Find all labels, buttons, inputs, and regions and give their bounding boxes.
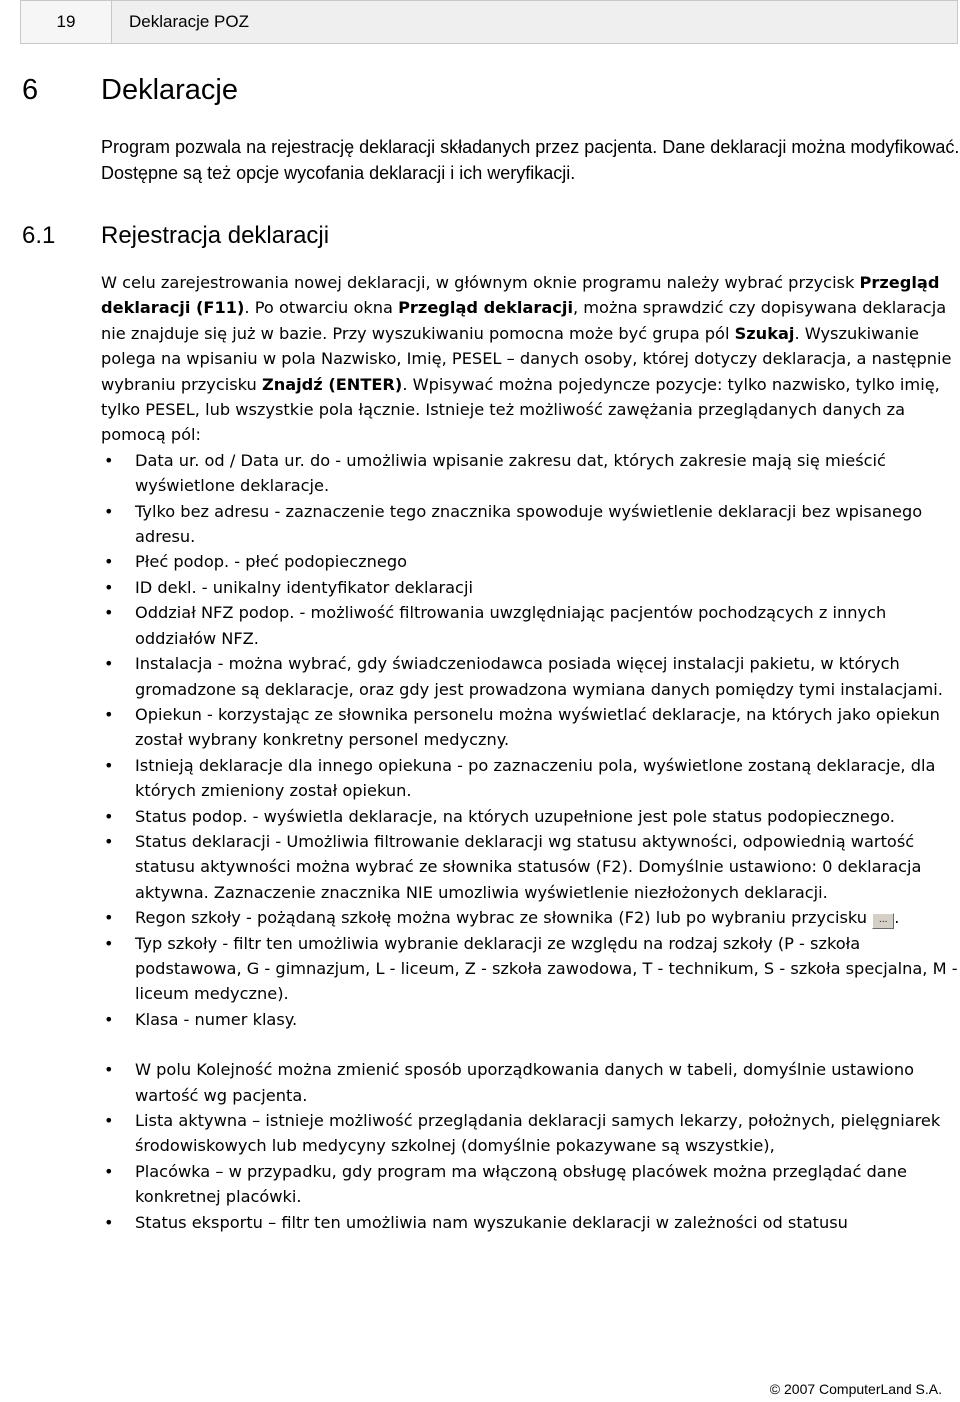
list-item: • Klasa - numer klasy. — [101, 1007, 960, 1032]
bold-term-przeglad-f11: Przegląd deklaracji (F11) — [101, 273, 940, 318]
list-item: • Oddział NFZ podop. - możliwość filtrowania uwzględniając pacjentów pochodzących z innych oddziałów NFZ. — [101, 600, 960, 651]
text-segment: . Wpisywać można pojedyncze pozycje: tylko nazwisko, tylko imię, tylko PESEL, lub wszystkie pola łącznie. Istnieje też możliwość zawężania przeglądanych danych za pomocą pól: — [101, 374, 940, 445]
text-segment: . Wyszukiwanie polega na wpisaniu w pola Nazwisko, Imię, PESEL – danych osoby, której dotyczy deklaracja, a następnie wybraniu przycisku — [101, 323, 952, 394]
list-item: • ID dekl. - unikalny identyfikator deklaracji — [101, 575, 960, 600]
text-segment: , można sprawdzić czy dopisywana deklaracja nie znajduje się już w bazie. Przy wyszukiwaniu pomocna może być grupa pól — [101, 298, 947, 343]
text-segment: . — [894, 908, 900, 928]
intro-paragraph: Program pozwala na rejestrację deklaracji składanych przez pacjenta. Dane deklaracji można modyfikować. Dostępne są też opcje wycofania deklaracji i ich weryfikacji. — [101, 137, 960, 183]
filter-list — [101, 448, 960, 1032]
bold-term-przeglad: Przegląd deklaracji — [398, 298, 573, 318]
bold-term-szukaj: Szukaj — [734, 323, 795, 343]
list-item: • Status eksportu – filtr ten umożliwia nam wyszukanie deklaracji w zależności od statusu — [101, 1210, 960, 1235]
list-item: • W polu Kolejność można zmienić sposób uporządkowania danych w tabeli, domyślnie ustawiono wartość wg pacjenta. — [101, 1057, 960, 1108]
list-item: • Instalacja - można wybrać, gdy świadczeniodawca posiada więcej instalacji pakietu, w których gromadzone są deklaracje, oraz gdy jest prowadzona wymiana danych pomiędzy tymi instalacjami. — [101, 651, 960, 702]
list-item: • Status deklaracji - Umożliwia filtrowanie deklaracji wg statusu aktywności, odpowiednią wartość statusu aktywności można wybrać ze słownika statusów (F2). Domyślnie ustawiono: 0 deklaracja aktywna. Zaznaczenie znacznika NIE umozliwia wyświetlenie niezłożonych deklaracji. — [101, 829, 960, 905]
list-item: • Typ szkoły - filtr ten umożliwia wybranie deklaracji ze względu na rodzaj szkoły (P - szkoła podstawowa, G - gimnazjum, L - liceum, Z - szkoła zawodowa, T - technikum, S - szkoła specjalna, M - liceum medyczne). — [101, 931, 960, 1007]
subsection-title: Rejestracja deklaracji — [101, 222, 330, 249]
description-paragraph — [101, 270, 960, 448]
copyright-footer: © 2007 ComputerLand S.A. — [769, 1381, 942, 1397]
list-item-regon — [101, 905, 960, 930]
list-item: • Status podop. - wyświetla deklaracje, na których uzupełnione jest pole status podopiecznego. — [101, 804, 960, 829]
ellipsis-button[interactable]: ... — [872, 913, 894, 929]
document-body — [101, 270, 960, 1235]
list-item: • Data ur. od / Data ur. do - umożliwia wpisanie zakresu dat, których zakresie mają się mieścić wyświetlone deklaracje. — [101, 448, 960, 499]
page-number: 19 — [21, 1, 112, 43]
text-segment: . Po otwarciu okna — [244, 298, 399, 318]
bold-term-znajdz: Znajdź (ENTER) — [261, 374, 403, 394]
text-segment: W celu zarejestrowania nowej deklaracji, w głównym oknie programu należy wybrać przycisk — [101, 273, 860, 292]
options-list — [101, 1057, 960, 1235]
list-item: • Tylko bez adresu - zaznaczenie tego znacznika spowoduje wyświetlenie deklaracji bez wpisanego adresu. — [101, 499, 960, 550]
page-header — [20, 0, 958, 44]
subsection-number: 6.1 — [22, 222, 56, 249]
list-item: • Istnieją deklaracje dla innego opiekuna - po zaznaczeniu pola, wyświetlone zostaną deklaracje, dla których zmieniony został opiekun. — [101, 753, 960, 804]
list-item: • Opiekun - korzystając ze słownika personelu można wyświetlać deklaracje, na których jako opiekun został wybrany konkretny personel medyczny. — [101, 702, 960, 753]
list-item: • Lista aktywna – istnieje możliwość przeglądania deklaracji samych lekarzy, położnych, pielęgniarek środowiskowych lub medycyny szkolnej (domyślnie pokazywane są wszystkie), — [101, 1108, 960, 1159]
section-number: 6 — [22, 74, 39, 106]
text-segment: Regon szkoły - pożądaną szkołę można wybrac ze słownika (F2) lub po wybraniu przycisku — [135, 908, 873, 928]
header-title: Deklaracje POZ — [129, 12, 249, 31]
list-item: • Płeć podop. - płeć podopiecznego — [101, 549, 960, 574]
list-item: • Placówka – w przypadku, gdy program ma włączoną obsługę placówek można przeglądać dane konkretnej placówki. — [101, 1159, 960, 1210]
section-title: Deklaracje — [101, 74, 238, 106]
